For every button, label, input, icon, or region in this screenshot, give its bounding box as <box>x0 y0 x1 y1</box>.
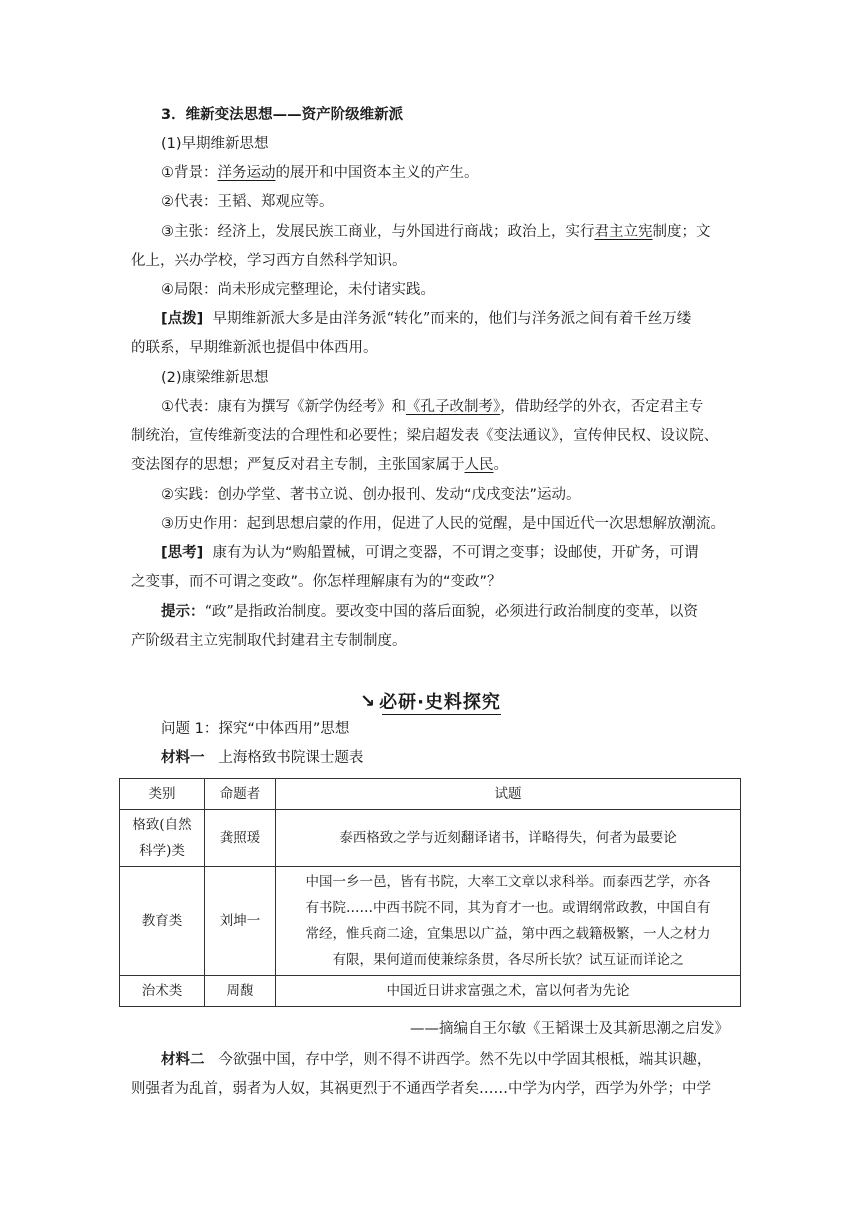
question-1: 问题 1：探究“中体西用”思想 <box>161 721 350 737</box>
kangliang-effect: ③历史作用：起到思想启蒙的作用，促进了人民的觉醒，是中国近代一次思想解放潮流。 <box>161 516 725 532</box>
rep-underline-book: 《孔子改制考》 <box>406 399 501 415</box>
category-text: 格致(自然 <box>132 817 192 833</box>
rep-prefix: ①代表：康有为撰写《新学伪经考》和 <box>161 399 406 415</box>
topic-line: 有书院……中西书院不同，其为育才一也。或谓纲常政教，中国自有 <box>305 900 711 916</box>
rep-suffix: ，借助经学的外衣，否定君主专 <box>500 399 704 415</box>
material-2-line2: 则强者为乱首，弱者为人奴，其祸更烈于不通西学者矣……中学为内学，西学为外学；中学 <box>131 1081 711 1097</box>
section-title: 3．维新变法思想——资产阶级维新派 <box>161 107 404 123</box>
kangliang-rep-line2: 制统治，宣传维新变法的合理性和必要性；梁启超发表《变法通议》，宣传伸民权、设议院、 <box>131 428 719 444</box>
topic-cell <box>276 867 741 976</box>
table-row <box>120 976 741 1007</box>
research-heading <box>360 689 501 713</box>
topic-line: 中国一乡一邑，皆有书院，大率工文章以求科举。而泰西艺学，亦各 <box>305 874 711 890</box>
arrow-down-right-icon: ↘ <box>360 690 376 712</box>
topic-cell: 泰西格致之学与近刻翻译诸书，详略得失，何者为最要论 <box>276 810 741 867</box>
claim-prefix: ③主张：经济上，发展民族工商业，与外国进行商战；政治上，实行 <box>161 224 595 240</box>
think-question-line2: 之变事，而不可谓之变政”。你怎样理解康有为的“变政”？ <box>131 574 502 590</box>
heading-underline <box>382 714 501 715</box>
bg-prefix: ①背景： <box>161 165 218 181</box>
author-cell: 周馥 <box>205 976 276 1007</box>
kangliang-rep-line3 <box>131 455 508 475</box>
author-cell: 龚照瑗 <box>205 810 276 867</box>
early-heading: (1)早期维新思想 <box>161 136 269 152</box>
tip-note <box>161 309 691 329</box>
research-heading-text: 必研·史料探究 <box>379 692 501 713</box>
tip-text: 早期维新派大多是由洋务派“转化”而来的，他们与洋务派之间有着千丝万缕 <box>212 311 692 327</box>
category-cell: 治术类 <box>120 976 205 1007</box>
rep-line3-prefix: 变法图存的思想；严复反对君主专制，主张国家属于 <box>131 457 465 473</box>
claim-underline-term: 君主立宪 <box>594 224 653 240</box>
table-row <box>120 810 741 867</box>
think-label: [思考] <box>161 545 204 561</box>
topic-line: 有限，果何道而使兼综条贯，各尽所长欤？试互证而详论之 <box>332 952 684 968</box>
early-claims-line2: 化上，兴办学校，学习西方自然科学知识。 <box>131 253 407 269</box>
table-header-cell: 试题 <box>276 779 741 810</box>
early-limitation: ④局限：尚未形成完整理论，未付诸实践。 <box>161 282 435 298</box>
material-2-label: 材料二 <box>161 1052 205 1068</box>
category-text: 科学)类 <box>139 843 185 859</box>
bg-suffix: 的展开和中国资本主义的产生。 <box>275 165 479 181</box>
hint-label: 提示： <box>161 604 205 620</box>
topic-line: 常经，惟兵商二途，宜集思以广益，第中西之载籍极繁，一人之材力 <box>305 926 711 942</box>
kangliang-practice: ②实践：创办学堂、著书立说、创办报刊、发动“戊戌变法”运动。 <box>161 487 581 503</box>
claim-suffix: 制度；文 <box>652 224 711 240</box>
early-background <box>161 163 479 183</box>
think-text: 康有为认为“购船置械，可谓之变器，不可谓之变事；设邮使，开矿务，可谓 <box>212 545 699 561</box>
bg-underline-term: 洋务运动 <box>217 165 276 181</box>
rep-line3-underline: 人民 <box>464 457 494 473</box>
author-cell: 刘坤一 <box>205 867 276 976</box>
tip-note-line2: 的联系，早期维新派也提倡中体西用。 <box>131 340 378 356</box>
material-1-caption <box>161 748 363 768</box>
material-2-text: 今欲强中国，存中学，则不得不讲西学。然不先以中学固其根柢，端其识趣， <box>218 1052 712 1068</box>
topic-cell: 中国近日讲求富强之术，富以何者为先论 <box>276 976 741 1007</box>
category-cell <box>120 810 205 867</box>
exam-topics-table <box>119 778 741 1007</box>
material-1-label: 材料一 <box>161 750 205 766</box>
table-header-row <box>120 779 741 810</box>
source-citation: ——摘编自王尔敏《王韬课士及其新思潮之启发》 <box>410 1021 729 1037</box>
hint-answer <box>161 602 698 622</box>
rep-line3-suffix: 。 <box>493 457 508 473</box>
table-row <box>120 867 741 976</box>
early-representatives: ②代表：王韬、郑观应等。 <box>161 194 334 210</box>
table-header-cell: 命题者 <box>205 779 276 810</box>
early-claims <box>161 222 711 242</box>
hint-text: “政”是指政治制度。要改变中国的落后面貌，必须进行政治制度的变革，以资 <box>204 604 698 620</box>
category-cell: 教育类 <box>120 867 205 976</box>
tip-label: [点拨] <box>161 311 204 327</box>
hint-answer-line2: 产阶级君主立宪制取代封建君主专制制度。 <box>131 633 407 649</box>
table-header-cell: 类别 <box>120 779 205 810</box>
material-1-title: 上海格致书院课士题表 <box>218 750 364 766</box>
kangliang-heading: (2)康梁维新思想 <box>161 370 269 386</box>
kangliang-representatives <box>161 397 703 417</box>
material-2 <box>161 1050 711 1070</box>
think-question <box>161 543 699 563</box>
